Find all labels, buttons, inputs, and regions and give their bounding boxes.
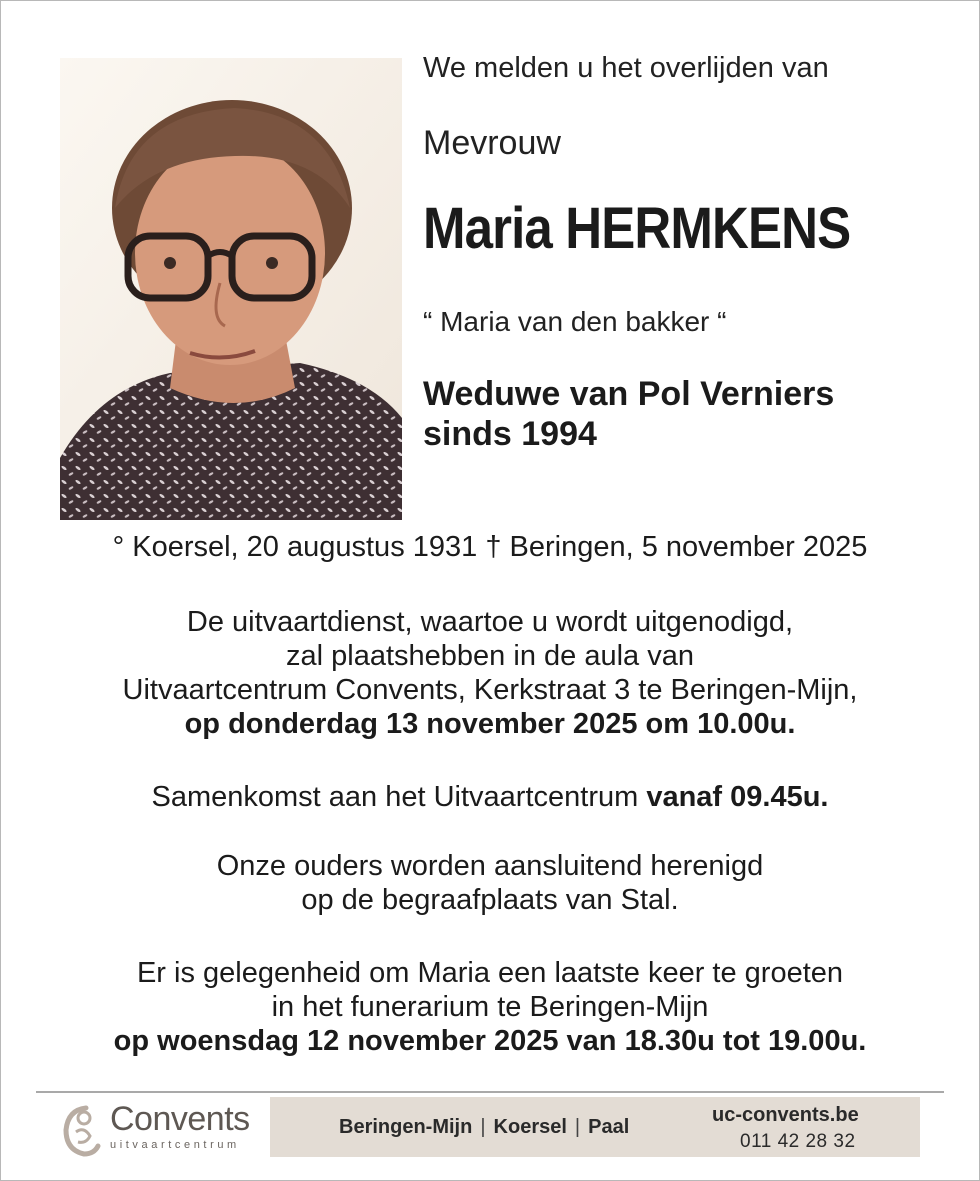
burial-info (0, 849, 980, 917)
burial-line-2: op de begraafplaats van Stal. (301, 884, 679, 916)
phone-number: 011 42 28 32 (740, 1131, 856, 1152)
service-date: op donderdag 13 november 2025 om 10.00u. (184, 708, 796, 740)
logo-mark-icon (60, 1102, 104, 1158)
widow-line-2: sinds 1994 (423, 415, 597, 453)
gathering-info (0, 780, 980, 814)
widow-line-1: Weduwe van Pol Verniers (423, 375, 835, 413)
footer-locations (339, 1116, 629, 1139)
portrait-photo (60, 58, 402, 520)
footer-divider (36, 1091, 944, 1093)
widow-info (423, 374, 834, 454)
convents-logo (60, 1100, 270, 1158)
service-line-2: zal plaatshebben in de aula van (286, 640, 694, 672)
location-3: Paal (588, 1116, 630, 1138)
birth-death-text: ° Koersel, 20 augustus 1931 † Beringen, 5 november 2025 (112, 531, 868, 563)
service-line-1: De uitvaartdienst, waartoe u wordt uitgenodigd, (186, 606, 794, 638)
gathering-text: Samenkomst aan het Uitvaartcentrum (151, 781, 647, 813)
nickname: “ Maria van den bakker “ (423, 306, 727, 337)
viewing-info (0, 956, 980, 1058)
location-separator: | (480, 1116, 486, 1138)
website-link[interactable]: uc-convents.be (712, 1104, 859, 1126)
location-1: Beringen-Mijn (339, 1116, 473, 1138)
viewing-line-2: in het funerarium te Beringen-Mijn (271, 991, 709, 1023)
location-2: Koersel (493, 1116, 567, 1138)
viewing-date: op woensdag 12 november 2025 van 18.30u tot 19.00u. (113, 1025, 867, 1057)
honorific: Mevrouw (423, 124, 561, 162)
logo-subtitle: uitvaartcentrum (110, 1139, 240, 1151)
logo-wordmark: Convents (110, 1100, 250, 1138)
deceased-name: Maria HERMKENS (423, 196, 851, 261)
birth-death-line (0, 530, 980, 564)
viewing-line-1: Er is gelegenheid om Maria een laatste keer te groeten (136, 957, 844, 989)
service-line-3: Uitvaartcentrum Convents, Kerkstraat 3 te Beringen-Mijn, (122, 674, 858, 706)
location-separator: | (574, 1116, 581, 1138)
intro-text: We melden u het overlijden van (423, 52, 829, 84)
burial-line-1: Onze ouders worden aansluitend herenigd (216, 850, 764, 882)
gathering-time: vanaf 09.45u. (646, 781, 829, 813)
service-info (0, 605, 980, 741)
